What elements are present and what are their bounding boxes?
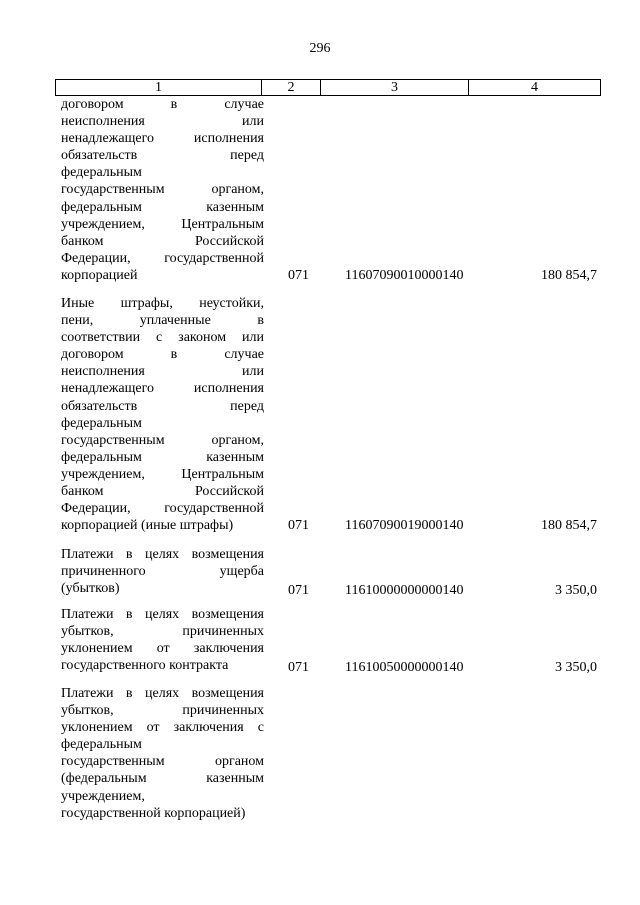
description-line: корпорацией (иные штрафы) <box>61 518 234 534</box>
row-amount: 180 854,7 <box>541 268 597 283</box>
description-line: уклонением от заключения с <box>61 720 264 736</box>
description-line: обязательств перед <box>61 148 264 164</box>
description-line: пени, уплаченные в <box>61 313 264 329</box>
column-header-3: 3 <box>321 80 469 96</box>
description-line: ненадлежащего исполнения <box>61 381 264 397</box>
row-budget-code: 11607090019000140 <box>345 518 464 533</box>
description-line: банком Российской <box>61 484 264 500</box>
description-line: причиненного ущерба <box>61 564 264 580</box>
description-line: банком Российской <box>61 233 264 249</box>
description-line: неисполнения или <box>61 364 264 380</box>
description-line: учреждением, Центральным <box>61 466 264 482</box>
description-line: ненадлежащего исполнения <box>61 131 264 147</box>
description-line: (убытков) <box>61 581 120 597</box>
row-budget-code: 11610000000000140 <box>345 583 464 598</box>
description-line: государственной корпорацией) <box>61 805 246 821</box>
description-line: учреждением, Центральным <box>61 216 264 232</box>
description-line: обязательств перед <box>61 398 264 414</box>
description-line: соответствии с законом или <box>61 330 264 346</box>
description-line: Федерации, государственной <box>61 501 264 517</box>
description-line: Иные штрафы, неустойки, <box>61 296 264 311</box>
description-line: неисполнения или <box>61 114 264 130</box>
description-line: Федерации, государственной <box>61 250 264 266</box>
description-line: убытков, причиненных <box>61 703 264 719</box>
description-line: федеральным <box>61 415 142 431</box>
row-amount: 3 350,0 <box>555 583 597 598</box>
row-budget-code: 11610050000000140 <box>345 660 464 675</box>
description-line: учреждением, <box>61 788 145 804</box>
description-line: корпорацией <box>61 267 138 283</box>
description-line: федеральным <box>61 165 142 181</box>
column-header-2: 2 <box>262 80 321 96</box>
row-code: 071 <box>288 518 309 533</box>
column-header-table <box>55 79 601 96</box>
description-line: государственным органом, <box>61 182 264 198</box>
description-line: Платежи в целях возмещения <box>61 547 264 562</box>
description-line: государственным органом <box>61 754 264 770</box>
description-line: Платежи в целях возмещения <box>61 607 264 622</box>
row-budget-code: 11607090010000140 <box>345 268 464 283</box>
row-description <box>61 546 264 597</box>
row-description <box>61 295 264 534</box>
description-line: договором в случае <box>61 97 264 112</box>
description-line: договором в случае <box>61 347 264 363</box>
description-line: государственным органом, <box>61 432 264 448</box>
description-line: федеральным казенным <box>61 449 264 465</box>
column-header-4: 4 <box>469 80 601 96</box>
description-line: федеральным казенным <box>61 199 264 215</box>
row-description <box>61 606 264 674</box>
column-header-row <box>56 80 601 96</box>
description-line: убытков, причиненных <box>61 624 264 640</box>
page-number: 296 <box>309 41 331 56</box>
row-code: 071 <box>288 660 309 675</box>
row-description <box>61 96 264 284</box>
description-line: уклонением от заключения <box>61 641 264 657</box>
description-line: (федеральным казенным <box>61 771 264 787</box>
description-line: Платежи в целях возмещения <box>61 686 264 701</box>
row-code: 071 <box>288 268 309 283</box>
description-line: государственного контракта <box>61 658 229 674</box>
row-code: 071 <box>288 583 309 598</box>
description-line: федеральным <box>61 737 142 753</box>
row-amount: 3 350,0 <box>555 660 597 675</box>
row-description <box>61 685 264 822</box>
row-amount: 180 854,7 <box>541 518 597 533</box>
column-header-1: 1 <box>56 80 262 96</box>
